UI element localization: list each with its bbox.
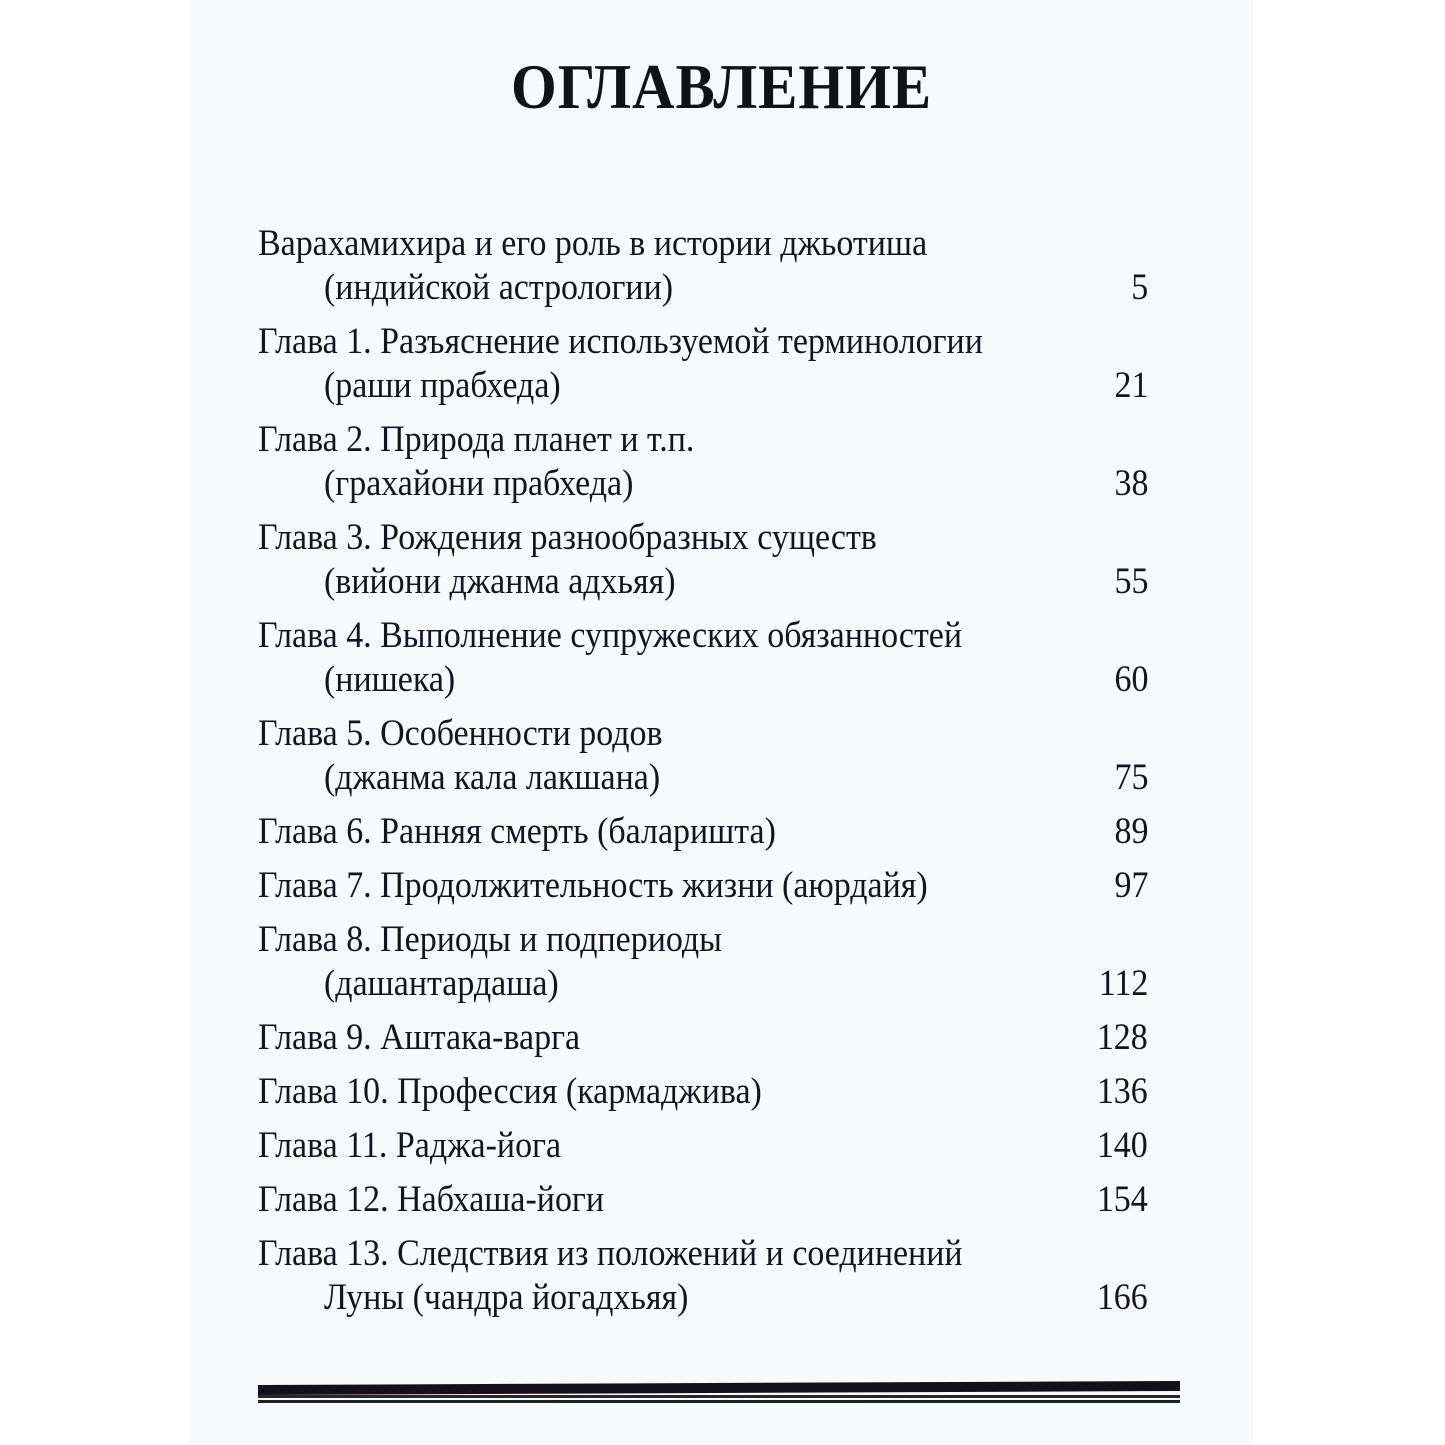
toc-entry-text: (раши прабхеда) xyxy=(324,364,561,405)
toc-entry-continuation xyxy=(258,264,1148,310)
toc-page-number: 5 xyxy=(1131,266,1148,307)
toc-entry-continuation xyxy=(258,1274,1148,1320)
toc-page-number: 75 xyxy=(1114,756,1148,797)
toc-page-number: 140 xyxy=(1097,1124,1148,1165)
toc-page-number: 38 xyxy=(1114,462,1148,503)
toc-entry-text: Варахамихира и его роль в истории джьотиша xyxy=(258,222,928,263)
toc-entry-text: Глава 2. Природа планет и т.п. xyxy=(258,418,695,459)
toc-entry-text: Глава 8. Периоды и подпериоды xyxy=(258,918,722,959)
toc-entry-title xyxy=(258,808,1148,854)
toc-page-number: 112 xyxy=(1098,962,1148,1003)
toc-entry-title xyxy=(258,1230,1148,1276)
toc-page-number: 89 xyxy=(1114,810,1148,851)
toc-entry-title xyxy=(258,318,1148,364)
toc-entry-continuation xyxy=(258,460,1148,506)
toc-entry-text: Глава 5. Особенности родов xyxy=(258,712,663,753)
toc-page-number: 21 xyxy=(1114,364,1148,405)
toc-entry-text: (вийони джанма адхьяя) xyxy=(324,560,676,601)
toc-entry-continuation xyxy=(258,558,1148,604)
toc-page-number: 55 xyxy=(1114,560,1148,601)
toc-entry-continuation xyxy=(258,754,1148,800)
toc-entry-text: Глава 4. Выполнение супружеских обязанностей xyxy=(258,614,963,655)
toc-entry-title xyxy=(258,220,1148,266)
toc-page-number: 136 xyxy=(1097,1070,1148,1111)
toc-entry-text: Глава 1. Разъяснение используемой терминологии xyxy=(258,320,983,361)
toc-entry-text: Глава 7. Продолжительность жизни (аюрдайя) xyxy=(258,864,928,905)
toc-entry-text: Глава 13. Следствия из положений и соединений xyxy=(258,1232,963,1273)
toc-entry-title xyxy=(258,862,1148,908)
bottom-rule-divider xyxy=(258,1400,1180,1403)
toc-entry-title xyxy=(258,1176,1148,1222)
toc-entry-title xyxy=(258,1068,1148,1114)
toc-entry-text: (грахайони прабхеда) xyxy=(324,462,634,503)
toc-entry-text: Глава 10. Профессия (кармаджива) xyxy=(258,1070,762,1111)
page-title: ОГЛАВЛЕНИЕ xyxy=(510,51,933,122)
toc-entry-title xyxy=(258,1014,1148,1060)
bottom-rule-divider xyxy=(258,1395,1180,1398)
toc-entry-text: Глава 3. Рождения разнообразных существ xyxy=(258,516,877,557)
toc-entry-title xyxy=(258,1122,1148,1168)
toc-entry-text: (джанма кала лакшана) xyxy=(324,756,661,797)
toc-page-number: 128 xyxy=(1097,1016,1148,1057)
toc-page-number: 154 xyxy=(1097,1178,1148,1219)
toc-entry-text: Глава 12. Набхаша-йоги xyxy=(258,1178,605,1219)
toc-entry-title xyxy=(258,710,1148,756)
toc-entry-text: (индийской астрологии) xyxy=(324,266,674,307)
toc-entry-title xyxy=(258,916,1148,962)
toc-entry-continuation xyxy=(258,362,1148,408)
toc-page-number: 166 xyxy=(1097,1276,1148,1317)
toc-entry-continuation xyxy=(258,656,1148,702)
toc-page-number: 97 xyxy=(1114,864,1148,905)
toc-entry-title xyxy=(258,514,1148,560)
toc-entry-text: Глава 9. Аштака-варга xyxy=(258,1016,581,1057)
toc-page-number: 60 xyxy=(1114,658,1148,699)
toc-entry-text: (нишека) xyxy=(324,658,456,699)
toc-entry-title xyxy=(258,416,1148,462)
toc-entry-title xyxy=(258,612,1148,658)
toc-entry-continuation xyxy=(258,960,1148,1006)
toc-entry-text: Глава 11. Раджа-йога xyxy=(258,1124,562,1165)
toc-entry-text: (дашантардаша) xyxy=(324,962,559,1003)
toc-entry-text: Глава 6. Ранняя смерть (баларишта) xyxy=(258,810,776,851)
toc-entry-text: Луны (чандра йогадхьяя) xyxy=(324,1276,689,1317)
